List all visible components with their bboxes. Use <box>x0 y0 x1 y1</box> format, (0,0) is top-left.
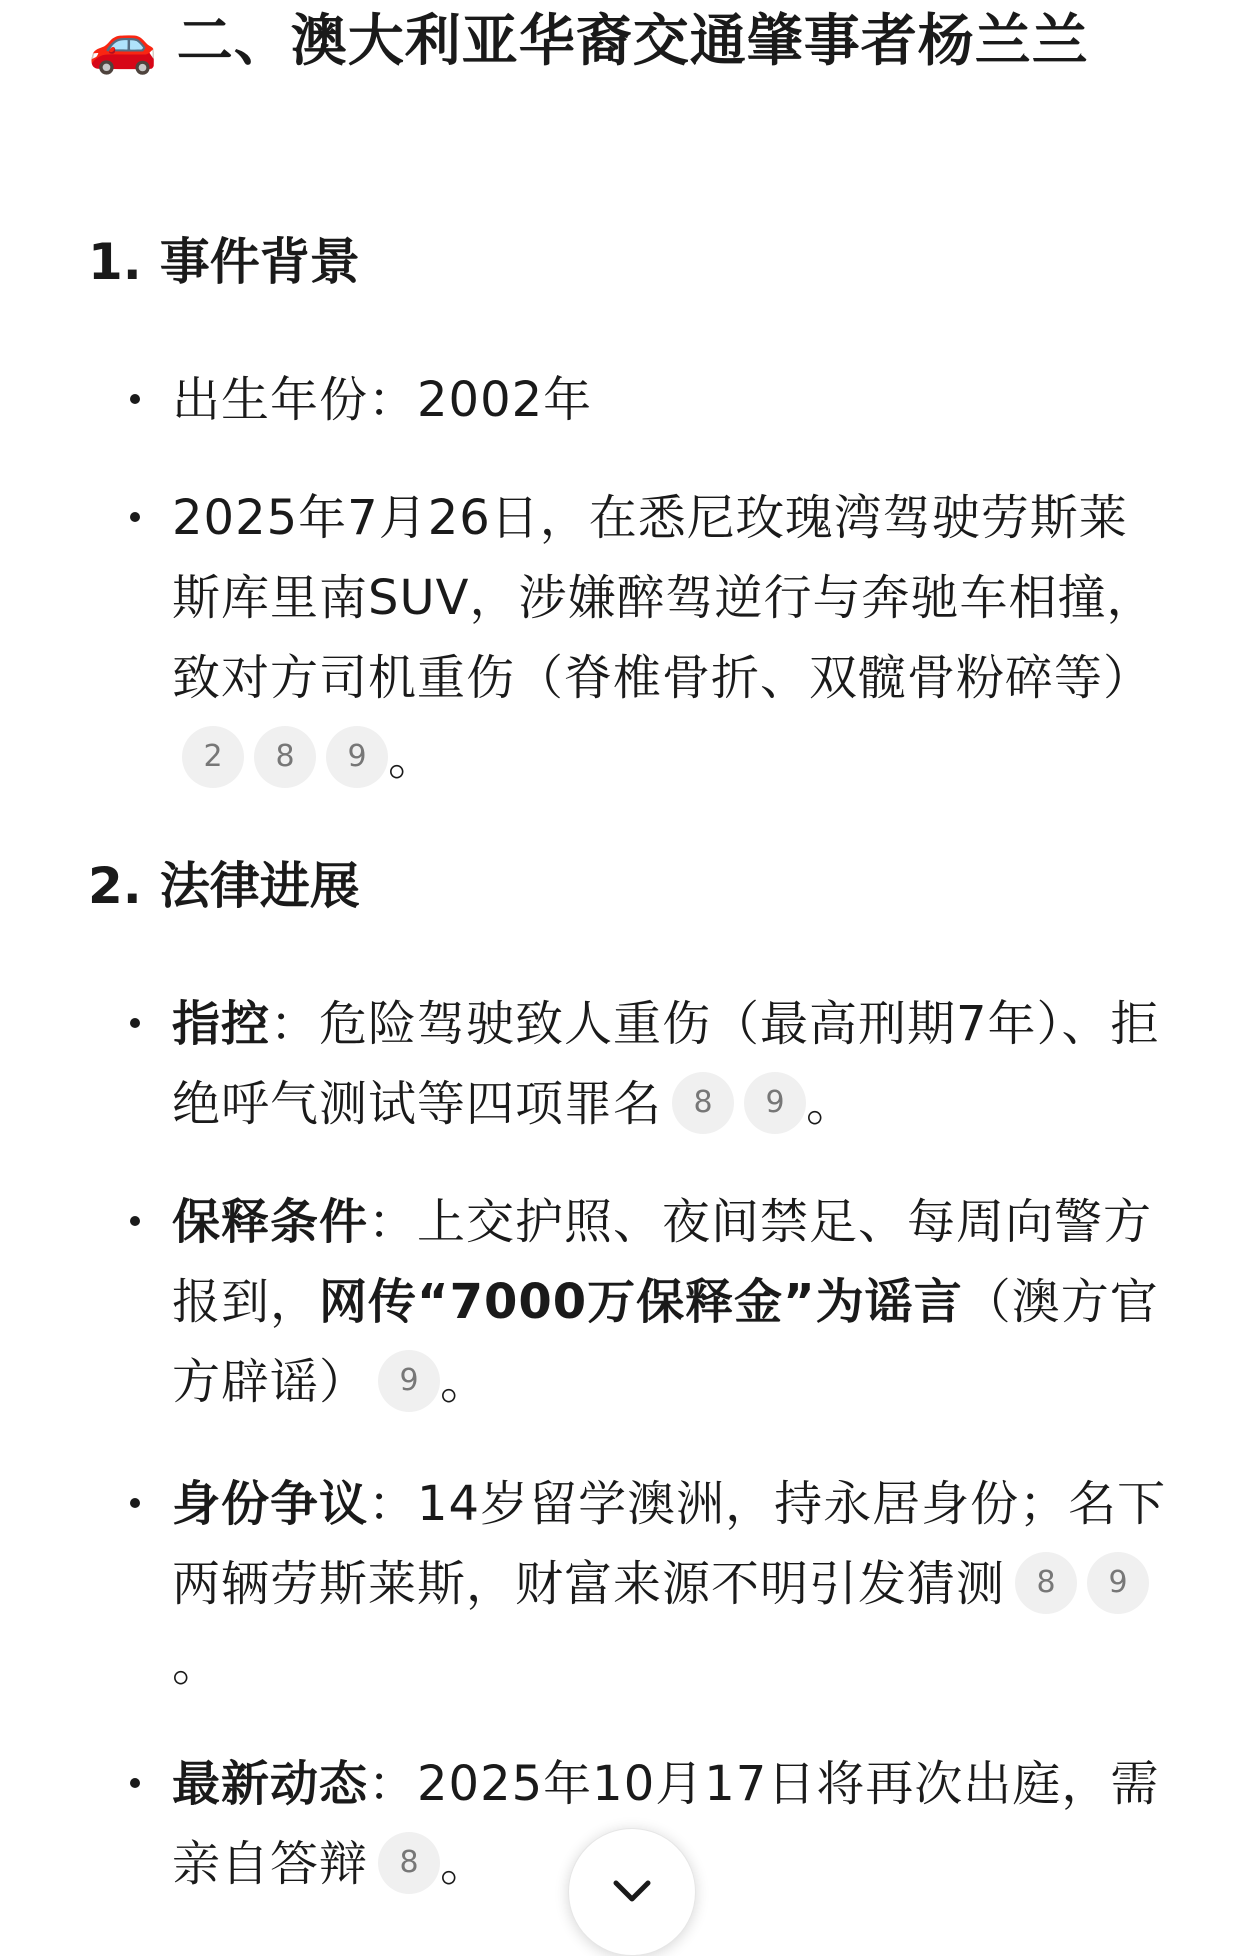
list-item-end: 。 <box>388 730 438 786</box>
bullet-icon <box>130 1216 140 1226</box>
list-item-end: 。 <box>440 1836 490 1892</box>
scroll-down-button[interactable] <box>568 1828 696 1956</box>
list-item-text: 出生年份：2002年 <box>172 372 593 428</box>
citation-badge[interactable]: 8 <box>1015 1552 1077 1614</box>
bullet-icon <box>130 394 140 404</box>
subheading-background <box>88 232 360 292</box>
list-item-body: ：2025年10月17日将再次出庭，需亲自答辩 <box>172 1756 1160 1892</box>
subheading-legal <box>88 856 360 916</box>
list-item-body: ：14岁留学澳洲，持永居身份；名下两辆劳斯莱斯，财富来源不明引发猜测 <box>172 1476 1167 1612</box>
bullet-icon <box>130 1018 140 1028</box>
citation-badge[interactable]: 9 <box>326 726 388 788</box>
item-label: 最新动态 <box>172 1756 369 1812</box>
citation-badge[interactable]: 9 <box>1087 1552 1149 1614</box>
bullet-icon <box>130 1778 140 1788</box>
car-emoji-icon: 🚗 <box>88 11 159 77</box>
subheading-number: 2. <box>88 857 142 915</box>
citation-badge[interactable]: 8 <box>378 1832 440 1894</box>
bullet-icon <box>130 1498 140 1508</box>
item-label: 身份争议 <box>172 1476 369 1532</box>
item-label: 保释条件 <box>172 1194 369 1250</box>
subheading-number: 1. <box>88 233 142 291</box>
chevron-down-icon <box>612 1879 652 1905</box>
list-item-end: 。 <box>172 1636 222 1692</box>
list-item-end: 。 <box>440 1354 490 1410</box>
section-title: 二、澳大利亚华裔交通肇事者杨兰兰 <box>176 9 1089 74</box>
item-bold-text: 网传“7000万保释金”为谣言 <box>319 1274 963 1330</box>
list-item-text <box>172 984 1172 1144</box>
bullet-icon <box>130 512 140 522</box>
list-item-body: ：上交护照、夜间禁足、每周向警方报到， <box>172 1194 1153 1330</box>
subheading-title: 法律进展 <box>159 857 360 915</box>
subheading-title: 事件背景 <box>159 233 360 291</box>
citation-badge[interactable]: 8 <box>672 1072 734 1134</box>
list-item-body: ：危险驾驶致人重伤（最高刑期7年）、拒绝呼气测试等四项罪名 <box>172 996 1160 1132</box>
list-item-text <box>172 478 1172 798</box>
list-item-body: （澳方官方辟谣） <box>172 1274 1159 1410</box>
item-label: 指控 <box>172 996 271 1052</box>
list-item-end: 。 <box>806 1076 856 1132</box>
citation-badge[interactable]: 2 <box>182 726 244 788</box>
citation-badge[interactable]: 8 <box>254 726 316 788</box>
citation-badge[interactable]: 9 <box>378 1350 440 1412</box>
section-heading <box>88 0 1168 87</box>
list-item-text <box>172 1182 1172 1422</box>
list-item-text <box>172 1464 1172 1704</box>
citation-badge[interactable]: 9 <box>744 1072 806 1134</box>
list-item-body: 2025年7月26日，在悉尼玫瑰湾驾驶劳斯莱斯库里南SUV，涉嫌醉驾逆行与奔驰车相撞，致对方司机重伤（脊椎骨折、双髋骨粉碎等） <box>172 490 1156 706</box>
